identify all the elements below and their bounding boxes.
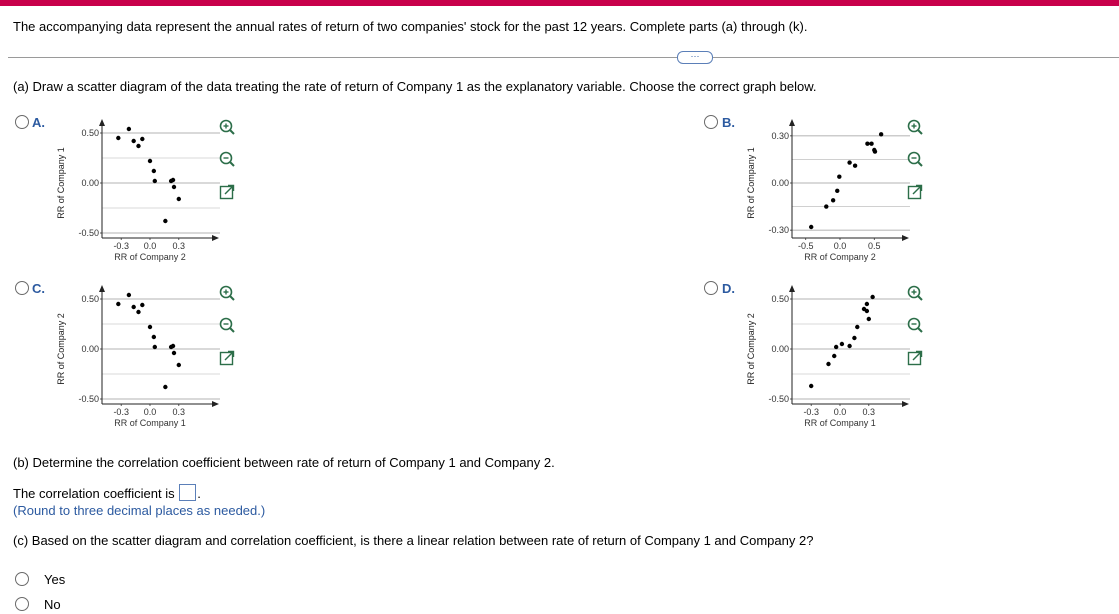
zoom-out-icon[interactable] (906, 316, 924, 334)
data-point (824, 204, 828, 208)
data-point (834, 345, 838, 349)
y-tick-label: 0.00 (81, 344, 99, 354)
zoom-in-icon[interactable] (906, 118, 924, 136)
zoom-in-icon[interactable] (218, 284, 236, 302)
data-point (177, 197, 181, 201)
zoom-in-icon[interactable] (906, 284, 924, 302)
correlation-line (13, 484, 201, 501)
y-axis-arrow (789, 285, 795, 292)
data-point (136, 144, 140, 148)
choice-yes-label: Yes (44, 572, 66, 587)
data-point (171, 344, 175, 348)
brand-bar (0, 0, 1119, 6)
x-axis-label: RR of Company 1 (804, 418, 876, 428)
data-point (163, 219, 167, 223)
x-axis-arrow (212, 235, 219, 241)
x-axis-label: RR of Company 2 (114, 252, 186, 262)
y-tick-label: -0.30 (768, 225, 789, 236)
zoom-out-icon[interactable] (906, 150, 924, 168)
data-point (853, 164, 857, 168)
y-tick-label: 0.50 (81, 294, 99, 304)
y-tick-label: -0.50 (768, 394, 789, 404)
data-point (140, 137, 144, 141)
zoom-out-icon[interactable] (218, 316, 236, 334)
option-b-letter: B. (722, 115, 735, 130)
intro-text: The accompanying data represent the annual rates of return of two companies' stock for the past 12 years. Complete parts (a) through (k). (13, 19, 808, 34)
x-tick-label: 0.3 (862, 407, 876, 417)
scatter-plot-a (50, 120, 220, 270)
data-point (837, 175, 841, 179)
correlation-suffix: . (197, 486, 201, 501)
data-point (879, 132, 883, 136)
option-c-radio[interactable] (15, 281, 29, 295)
x-tick-label: 0.0 (833, 407, 847, 417)
y-tick-label: 0.50 (81, 128, 99, 138)
data-point (177, 363, 181, 367)
y-tick-label: 0.30 (771, 130, 789, 141)
data-point (835, 189, 839, 193)
data-point (116, 302, 120, 306)
popout-icon[interactable] (218, 183, 236, 201)
popout-icon[interactable] (906, 183, 924, 201)
x-tick-label: 0.3 (172, 241, 186, 251)
data-point (140, 303, 144, 307)
correlation-prefix: The correlation coefficient is (13, 486, 175, 501)
data-point (831, 198, 835, 202)
x-tick-label: 0.5 (868, 241, 881, 251)
x-axis-arrow (902, 401, 909, 407)
part-c-question: (c) Based on the scatter diagram and correlation coefficient, is there a linear relation between rate of return of Company 1 and Company 2? (13, 533, 814, 548)
x-tick-label: -0.5 (797, 241, 814, 251)
y-axis-label: RR of Company 1 (746, 147, 756, 219)
data-point (172, 351, 176, 355)
data-point (152, 335, 156, 339)
zoom-in-icon[interactable] (218, 118, 236, 136)
data-point (867, 317, 871, 321)
zoom-out-icon[interactable] (218, 150, 236, 168)
data-point (826, 362, 830, 366)
data-point (809, 225, 813, 229)
y-axis-arrow (99, 285, 105, 292)
y-axis-arrow (99, 119, 105, 126)
data-point (148, 159, 152, 163)
option-a-radio[interactable] (15, 115, 29, 129)
data-point (131, 305, 135, 309)
data-point (869, 142, 873, 146)
data-point (809, 384, 813, 388)
data-point (847, 344, 851, 348)
data-point (127, 127, 131, 131)
option-b-radio[interactable] (704, 115, 718, 129)
part-b-question: (b) Determine the correlation coefficient between rate of return of Company 1 and Company 2. (13, 455, 555, 470)
data-point (870, 295, 874, 299)
more-button[interactable]: ··· (677, 51, 713, 64)
data-point (171, 178, 175, 182)
x-tick-label: -0.3 (113, 407, 129, 417)
data-point (153, 179, 157, 183)
y-tick-label: 0.00 (771, 344, 789, 354)
x-axis-label: RR of Company 2 (804, 252, 876, 262)
choice-yes-radio[interactable] (15, 572, 29, 586)
y-axis-label: RR of Company 2 (56, 313, 66, 385)
popout-icon[interactable] (906, 349, 924, 367)
part-a-question: (a) Draw a scatter diagram of the data treating the rate of return of Company 1 as the explanatory variable. Choose the correct graph below. (13, 79, 817, 94)
data-point (832, 354, 836, 358)
popout-icon[interactable] (218, 349, 236, 367)
data-point (852, 336, 856, 340)
option-a-letter: A. (32, 115, 45, 130)
data-point (865, 142, 869, 146)
y-axis-label: RR of Company 2 (746, 313, 756, 385)
option-d-letter: D. (722, 281, 735, 296)
data-point (873, 149, 877, 153)
data-point (865, 309, 869, 313)
x-tick-label: 0.0 (143, 241, 157, 251)
data-point (153, 345, 157, 349)
x-axis-arrow (902, 235, 909, 241)
data-point (136, 310, 140, 314)
scatter-plot-c (50, 286, 220, 436)
option-c-letter: C. (32, 281, 45, 296)
y-tick-label: 0.00 (771, 178, 789, 188)
data-point (127, 293, 131, 297)
divider (8, 57, 1119, 58)
y-tick-label: 0.50 (771, 294, 789, 304)
x-axis-arrow (212, 401, 219, 407)
x-tick-label: 0.3 (172, 407, 186, 417)
data-point (152, 169, 156, 173)
correlation-input[interactable] (179, 484, 196, 501)
scatter-plot-b (740, 120, 910, 270)
y-tick-label: -0.50 (78, 228, 99, 238)
choice-no-label: No (44, 597, 61, 612)
y-tick-label: 0.00 (81, 178, 99, 188)
scatter-plot-d (740, 286, 910, 436)
x-tick-label: 0.0 (143, 407, 157, 417)
data-point (855, 325, 859, 329)
y-axis-label: RR of Company 1 (56, 147, 66, 219)
y-axis-arrow (789, 119, 795, 126)
x-tick-label: -0.3 (113, 241, 129, 251)
data-point (840, 342, 844, 346)
data-point (131, 139, 135, 143)
data-point (847, 160, 851, 164)
x-tick-label: -0.3 (803, 407, 819, 417)
choice-no-radio[interactable] (15, 597, 29, 611)
rounding-hint: (Round to three decimal places as needed.) (13, 503, 266, 518)
data-point (172, 185, 176, 189)
y-tick-label: -0.50 (78, 394, 99, 404)
option-d-radio[interactable] (704, 281, 718, 295)
data-point (865, 302, 869, 306)
data-point (116, 136, 120, 140)
data-point (163, 385, 167, 389)
x-axis-label: RR of Company 1 (114, 418, 186, 428)
data-point (148, 325, 152, 329)
x-tick-label: 0.0 (833, 241, 847, 251)
